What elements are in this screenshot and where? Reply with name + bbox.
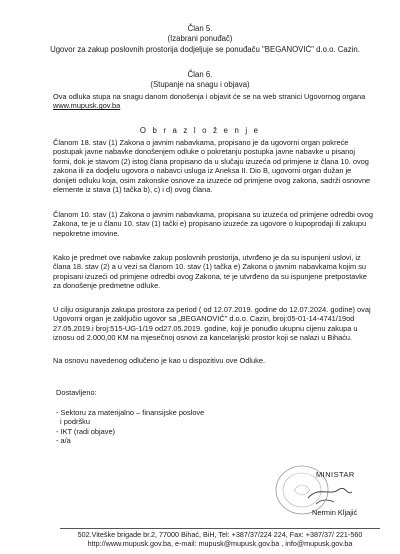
paragraph-line: formi, dok je stavom (2) istog člana propisano da u slučaju izuzeća od primjene iz člana 10. ovog bbox=[53, 156, 369, 166]
paragraph-line: 27.05.2019.i broj:515-UG-1/19 od27.05.2019. godine, koji je ponuđio ukupnu cijenu zakupa u bbox=[53, 323, 358, 333]
dostavljeno-list bbox=[56, 408, 204, 446]
signature-block bbox=[268, 460, 378, 520]
paragraph-line: Zakona, te je u članu 10. stav (1) tački e) propisano izuzeće za ugovore o kupoprodaji ili zakupu bbox=[53, 219, 367, 229]
paragraph-3 bbox=[53, 253, 375, 291]
signature-name: Nermin Kljajić bbox=[312, 508, 358, 517]
footer-address: 502.Viteške brigade br.2, 77000 Bihać, BiH, Tel: +387/37/224 224, Fax: +387/37/ 221-560 bbox=[77, 530, 363, 539]
paragraph-line: iznosu od 2.000,00 KM na mjesečnoj osnovi za kancelarijski prostor koji se nalazi u Bihaću. bbox=[53, 333, 353, 343]
obrazlozenje-title: O b r a z l o ž e n j e bbox=[139, 126, 261, 135]
clan6-body bbox=[53, 92, 375, 111]
clan5-title: Član 5. bbox=[187, 24, 213, 33]
dostavljeno-title: Dostavljeno: bbox=[56, 388, 97, 397]
paragraph-line: za donošenje predmetne odluke. bbox=[53, 281, 161, 291]
clan6-subtitle: (Stupanje na snagu i objava) bbox=[150, 80, 250, 89]
list-item: i podršku bbox=[60, 417, 90, 427]
signature-role: MINISTAR bbox=[316, 470, 355, 479]
list-item: - IKT (radi objave) bbox=[56, 426, 116, 436]
clan5-text: Ugovor za zakup poslovnih prostorija dodjeljuje se ponuđaču "BEGANOVIĆ" d.o.o. Cazin. bbox=[50, 45, 360, 54]
paragraph-line: Članom 18. stav (1) Zakona o javnim nabavkama, propisano je da ugovorni organ pokreće bbox=[53, 138, 349, 147]
footer-contact[interactable]: http://www.mupusk.gov.ba, e-mail: mupusk@mupusk.gov.ba , info@mupusk.gov.ba bbox=[87, 539, 353, 548]
list-item: - a/a bbox=[56, 436, 71, 446]
paragraph-line: Ugovorni organ je zaključio ugovor sa „BEGANOVIĆ" d.o.o. Cazin, broj:05-01-14-4741/19od bbox=[53, 314, 355, 324]
footer-divider bbox=[60, 528, 380, 529]
paragraph-line: nepokretne imovine. bbox=[53, 228, 120, 238]
paragraph-line: zakona ili za dodjelu ugovora o nabavci usluga iz Aneksa II. Dio B, ugovorni organ dužan je bbox=[53, 166, 352, 176]
paragraph-1 bbox=[53, 138, 375, 194]
paragraph-4 bbox=[53, 305, 375, 343]
paragraph-line: člana 18. stav (2) a u vezi sa članom 10. stav (1) tačka e) Zakona o javnim nabavkama kojim su bbox=[53, 262, 367, 272]
footer bbox=[60, 530, 380, 548]
paragraph-line: Kako je predmet ove nabavke zakup poslovnih prostorija, utvrđeno je da su ispunjeni uslovi, iz bbox=[53, 253, 361, 262]
paragraph-2 bbox=[53, 210, 375, 238]
paragraph-line: elemente iz stava (1) tačka b), c) i d) ovog člana. bbox=[53, 185, 213, 195]
clan6-title: Član 6. bbox=[187, 70, 213, 79]
clan5-subtitle: (Izabrani ponuđač) bbox=[167, 34, 233, 43]
paragraph-line: donijeti odluku koja, osim zakonske osnove za izuzeće od primjene ovog zakona, sadrži osnovne bbox=[53, 175, 371, 185]
clan6-line: Ova odluka stupa na snagu danom donošenja i objavit će se na web stranici Ugovornog organa bbox=[53, 92, 366, 101]
paragraph-5: Na osnovu navedenog odlučeno je kao u dispozitivu ove Odluke. bbox=[53, 356, 266, 365]
paragraph-line: propisani izuzeći od primjene odredbi ovog Zakona, te je utvrđeno da su ispunjene pretpostavke bbox=[53, 271, 367, 281]
paragraph-line: U cilju osiguranja zakupa prostora za period ( od 12.07.2019. godine do 12.07.2024. godine) ovaj bbox=[53, 305, 371, 314]
website-link[interactable]: www.mupusk.gov.ba bbox=[53, 101, 121, 111]
list-item: - Sektoru za materijalno – finansijske poslove bbox=[56, 408, 205, 417]
paragraph-line: Članom 10. stav (1) Zakona o javnim nabavkama, propisana su izuzeća od primjene odredbi ovog bbox=[53, 210, 374, 219]
paragraph-line: postupak javne nabavke donošenjem odluke o pokretanju postupka javne nabavke u pisanoj bbox=[53, 147, 355, 157]
